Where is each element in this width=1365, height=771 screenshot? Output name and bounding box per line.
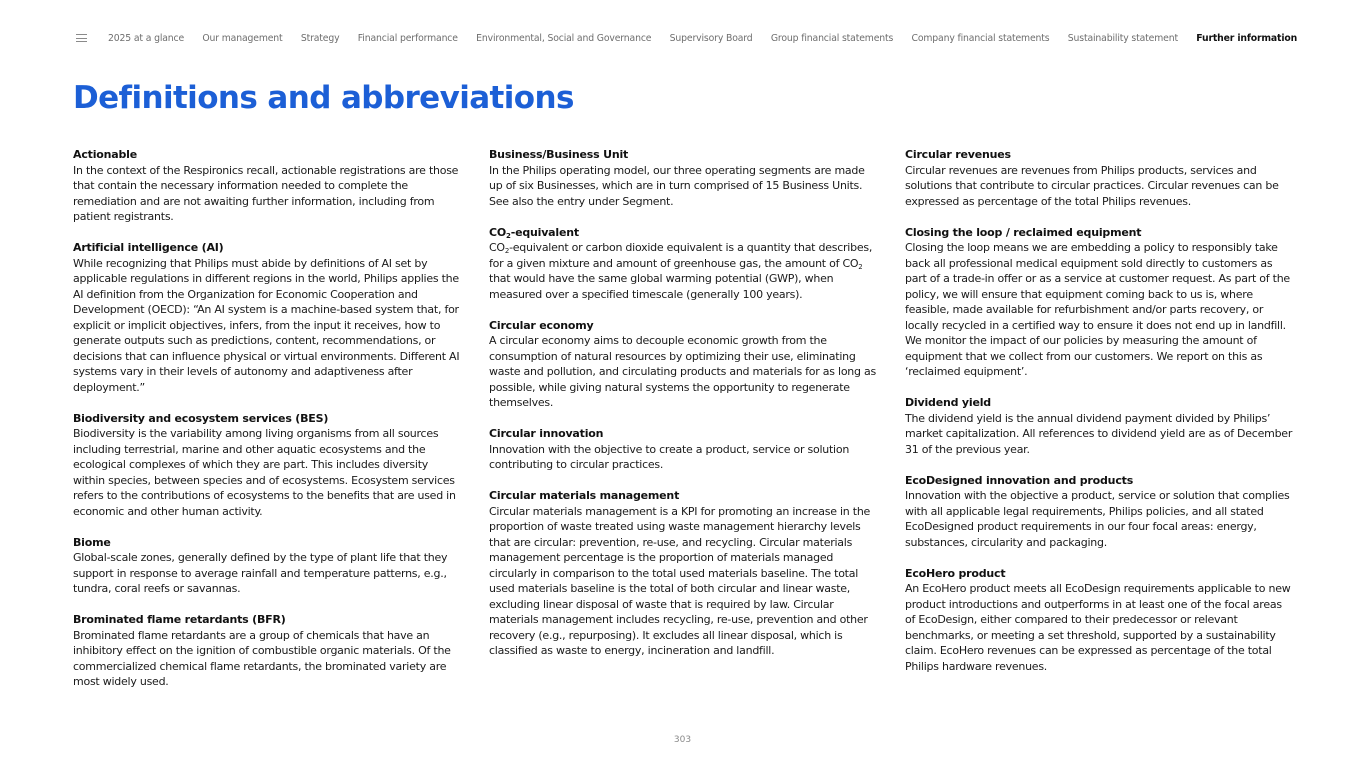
term-co2-equivalent [489, 225, 877, 241]
nav-item-esg[interactable]: Environmental, Social and Governance [476, 32, 652, 44]
definition-biome: Global-scale zones, generally defined by the type of plant life that they support in response to average rainfall and temperature patterns, e.g., tundra, coral reefs or savannas. [73, 551, 448, 595]
term-ai: Artificial intelligence (AI) [73, 241, 224, 254]
entry-business [489, 147, 877, 209]
definition-co2-part-e: that would have the same global warming potential (GWP), when measured over a specified timescale (generally 100 years). [489, 272, 834, 301]
term-circular-innovation: Circular innovation [489, 427, 604, 440]
nav-item-our-management[interactable]: Our management [202, 32, 283, 44]
menu-icon[interactable] [76, 34, 87, 42]
entry-circular-materials-management [489, 488, 877, 659]
term-closing-the-loop: Closing the loop / reclaimed equipment [905, 225, 1142, 239]
term-co2-suffix: -equivalent [510, 225, 579, 239]
nav-item-sustainability-statement[interactable]: Sustainability statement [1067, 32, 1178, 44]
nav-item-company-financial-statements[interactable]: Company financial statements [911, 32, 1050, 44]
term-ecohero-product: EcoHero product [905, 566, 1006, 580]
entry-bes [73, 411, 461, 520]
entry-biome [73, 535, 461, 597]
nav-item-group-financial-statements[interactable]: Group financial statements [770, 32, 894, 44]
term-co2-prefix: CO [489, 225, 507, 239]
definition-co2-part-c: -equivalent or carbon dioxide equivalent is a quantity that describes, for a given mixture and amount of greenhouse gas, the amount of CO [489, 241, 873, 270]
term-co2-subscript: 2 [506, 231, 511, 240]
entry-closing-the-loop [905, 225, 1293, 380]
definition-closing-the-loop: Closing the loop means we are embedding a policy to responsibly take back all professional medical equipment sold directly to customers as part of a trade-in offer or as a service at customer request. As part of the policy, we will ensure that equipment coming back to us is, where feasible, made available for refurbishment and/or parts recovery, or locally recycled in a certified way to ensure it does not end up in landfill. We monitor the impact of our policies by measuring the amount of equipment that we collect from our customers. We report on this as ‘reclaimed equipment’. [905, 241, 1290, 378]
definition-circular-materials-management: Circular materials management is a KPI for promoting an increase in the proportion of waste treated using waste management hierarchy levels that are circular: prevention, re-use, and recycling. Circular materials management percentage is the proportion of materials managed circularly in comparison to the total used materials baseline. The total used materials baseline is the total of both circular and linear waste, excluding linear disposal of waste that is required by law. Circular materials management includes recycling, re-use, prevention and other recovery (e.g., repurposing). It excludes all linear disposal, which is classified as waste to energy, incineration and landfill. [489, 504, 871, 657]
nav-item-financial-performance[interactable]: Financial performance [357, 32, 458, 44]
term-circular-materials-management: Circular materials management [489, 489, 680, 502]
entry-actionable [73, 147, 461, 225]
nav-item-further-information[interactable]: Further information [1196, 32, 1298, 44]
definition-ecohero-product: An EcoHero product meets all EcoDesign requirements applicable to new product introductions and outperforms in at least one of the focal areas of EcoDesign, either compared to their predecessor or relevant benchmarks, or meeting a set threshold, supported by a sustainability claim. EcoHero revenues can be expressed as percentage of the total Philips hardware revenues. [905, 582, 1291, 673]
entry-ai [73, 240, 461, 395]
entry-circular-economy [489, 318, 877, 411]
entry-dividend-yield [905, 395, 1293, 457]
term-biome: Biome [73, 535, 111, 549]
definitions-column-1 [73, 147, 461, 705]
term-business: Business/Business Unit [489, 148, 629, 161]
nav-item-supervisory-board[interactable]: Supervisory Board [669, 32, 753, 44]
definition-co2-part-a: CO [489, 241, 505, 254]
entry-ecohero-product [905, 566, 1293, 675]
nav-items [108, 33, 1297, 44]
definition-actionable: In the context of the Respironics recall, actionable registrations are those that contain the necessary information needed to complete the remediation and are not awaiting further information, including from patient registrants. [73, 163, 459, 223]
entry-co2-equivalent [489, 225, 877, 303]
definition-ecodesigned: Innovation with the objective a product, service or solution that complies with all applicable legal requirements, Philips policies, and all stated EcoDesigned product requirements in our four focal areas: energy, substances, circularity and packaging. [905, 489, 1290, 549]
entry-circular-innovation [489, 426, 877, 473]
term-actionable: Actionable [73, 148, 137, 161]
term-bes: Biodiversity and ecosystem services (BES) [73, 411, 329, 425]
definitions-column-2 [489, 147, 877, 674]
definition-co2-sub-2: 2 [858, 262, 863, 271]
nav-item-strategy[interactable]: Strategy [300, 32, 340, 44]
term-bfr: Brominated flame retardants (BFR) [73, 613, 286, 626]
definition-dividend-yield: The dividend yield is the annual dividend payment divided by Philips’ market capitalization. All references to dividend yield are as of December 31 of the previous year. [905, 411, 1293, 456]
entry-circular-revenues [905, 147, 1293, 209]
term-dividend-yield: Dividend yield [905, 396, 991, 409]
term-ecodesigned: EcoDesigned innovation and products [905, 473, 1134, 487]
definition-ai: While recognizing that Philips must abide by definitions of AI set by applicable regulations in different regions in the world, Philips applies the AI definition from the Organization for Economic Cooperation and Development (OECD): “An AI system is a machine-based system that, for explicit or implicit objectives, infers, from the input it receives, how to generate outputs such as predictions, content, recommendations, or decisions that can influence physical or virtual environments. Different AI systems vary in their levels of autonomy and adaptiveness after deployment.” [73, 256, 460, 394]
entry-bfr [73, 612, 461, 690]
definition-bfr: Brominated flame retardants are a group of chemicals that have an inhibitory effect on the ignition of combustible organic materials. Of the commercialized chemical flame retardants, the brominated variety are most widely used. [73, 628, 451, 688]
nav-item-2025-at-a-glance[interactable]: 2025 at a glance [108, 32, 185, 44]
entry-ecodesigned [905, 473, 1293, 551]
definition-co2-sub-1: 2 [504, 247, 510, 255]
definition-circular-innovation: Innovation with the objective to create a product, service or solution contributing to circular practices. [489, 442, 850, 471]
page-title: Definitions and abbreviations [73, 80, 574, 116]
definition-circular-economy: A circular economy aims to decouple economic growth from the consumption of natural resources by optimizing their use, eliminating waste and pollution, and circulating products and materials for as long as possible, while giving natural systems the opportunity to regenerate themselves. [489, 334, 876, 409]
term-circular-revenues: Circular revenues [905, 148, 1011, 161]
definition-business: In the Philips operating model, our three operating segments are made up of six Businesses, which are in turn comprised of 15 Business Units. See also the entry under Segment. [489, 163, 865, 208]
definition-circular-revenues: Circular revenues are revenues from Philips products, services and solutions that contribute to circular practices. Circular revenues can be expressed as percentage of the total Philips revenues. [905, 163, 1279, 208]
definitions-column-3 [905, 147, 1293, 690]
definition-co2-equivalent [489, 240, 877, 302]
term-circular-economy: Circular economy [489, 318, 594, 332]
top-navigation [76, 30, 1305, 46]
definition-bes: Biodiversity is the variability among living organisms from all sources including terrestrial, marine and other aquatic ecosystems and the ecological complexes of which they are part. This includes diversity within species, between species and of ecosystems. Ecosystem services refers to the contributions of ecosystems to the benefits that are used in economic and other human activity. [73, 427, 456, 518]
page-number: 303 [673, 735, 692, 745]
